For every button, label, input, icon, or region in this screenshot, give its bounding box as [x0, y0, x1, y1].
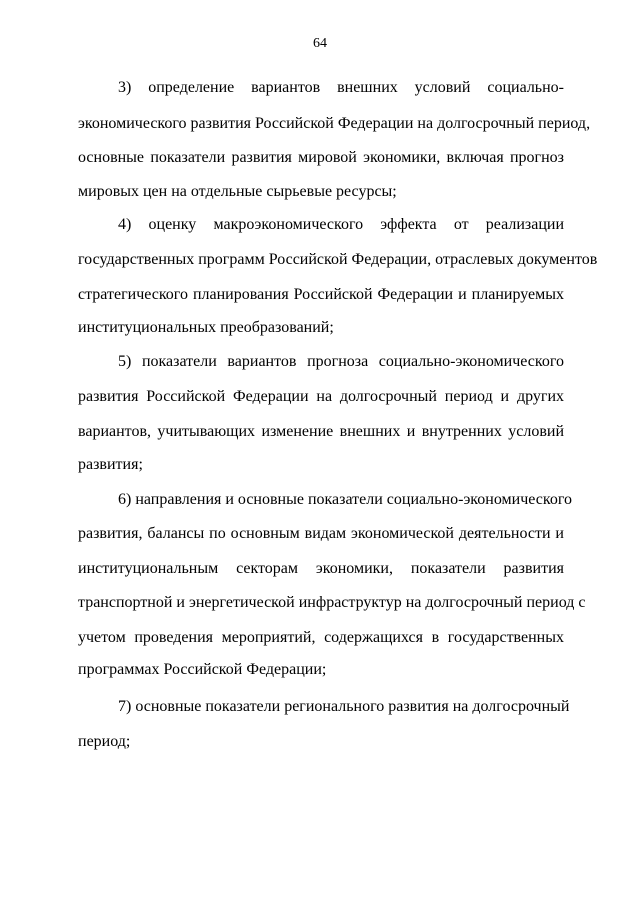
text-line: экономического развития Российской Федерации на долгосрочный период,	[78, 115, 591, 132]
text-line: учетом проведения мероприятий, содержащихся в государственных	[78, 629, 564, 646]
page-number: 64	[313, 36, 327, 51]
text-line: основные показатели развития мировой экономики, включая прогноз	[78, 149, 564, 166]
text-line: государственных программ Российской Федерации, отраслевых документов	[78, 251, 598, 268]
text-line: 3) определение вариантов внешних условий социально-	[118, 79, 564, 96]
text-line: развития, балансы по основным видам экономической деятельности и	[78, 525, 564, 542]
text-line: 4) оценку макроэкономического эффекта от реализации	[118, 216, 564, 233]
text-line: развития;	[78, 456, 143, 473]
text-line: 5) показатели вариантов прогноза социально-экономического	[118, 353, 564, 370]
text-line: стратегического планирования Российской Федерации и планируемых	[78, 286, 564, 303]
text-line: программах Российской Федерации;	[78, 661, 327, 678]
text-line: институциональных преобразований;	[78, 319, 334, 336]
text-line: период;	[78, 733, 131, 750]
text-line: 7) основные показатели регионального развития на долгосрочный	[118, 698, 570, 715]
text-line: развития Российской Федерации на долгосрочный период и других	[78, 388, 564, 405]
text-line: вариантов, учитывающих изменение внешних и внутренних условий	[78, 423, 564, 440]
text-line: 6) направления и основные показатели социально-экономического	[118, 491, 572, 508]
text-line: институциональным секторам экономики, показатели развития	[78, 560, 564, 577]
text-line: мировых цен на отдельные сырьевые ресурсы;	[78, 183, 397, 200]
text-line: транспортной и энергетической инфраструктур на долгосрочный период с	[78, 594, 586, 611]
